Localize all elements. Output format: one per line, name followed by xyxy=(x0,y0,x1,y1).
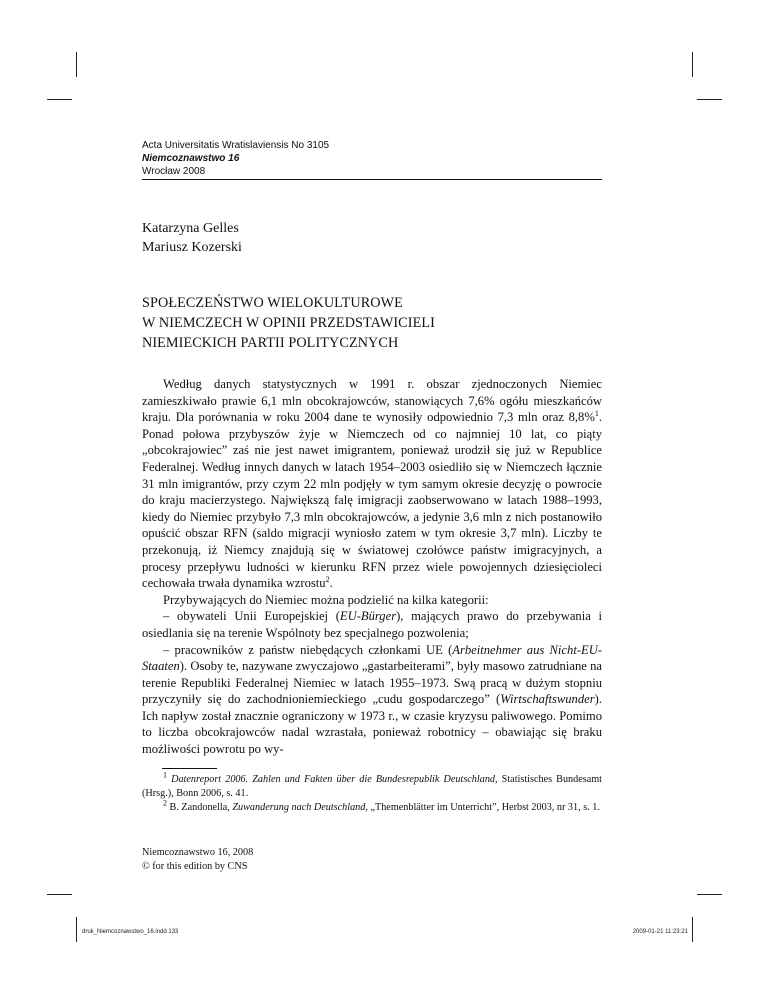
footnote-rule xyxy=(162,768,217,769)
author-name: Katarzyna Gelles xyxy=(142,221,239,236)
text: B. Zandonella, xyxy=(169,802,233,813)
footnotes xyxy=(142,770,603,815)
crop-mark xyxy=(47,894,72,895)
footnote-number: 2 xyxy=(163,798,167,808)
footnote xyxy=(142,770,603,801)
copyright-line: Niemcoznawstwo 16, 2008 xyxy=(142,847,254,858)
article-body xyxy=(142,376,602,758)
copyright-line: © for this edition by CNS xyxy=(142,861,248,872)
article-title xyxy=(142,293,435,353)
crop-mark xyxy=(697,99,722,100)
text: , „Themenblätter im Unterricht”, Herbst 2003, nr 31, s. 1. xyxy=(365,802,600,813)
author-name: Mariusz Kozerski xyxy=(142,240,242,255)
journal-header xyxy=(142,139,602,178)
paragraph xyxy=(142,376,602,592)
italic-term: EU-Bürger xyxy=(339,609,397,624)
text: . Ponad połowa przybyszów żyje w Niemczech od co najmniej 10 lat, co piąty „obcokrajowiec” zaś nie jest nawet imigrantem, ponieważ urodził się już w Republice Federalnej. Według innych danych w latach 1954–2003 osiedliło się w Niemczech łącznie 31 mln imigrantów, przy czym 22 mln podjęły w tym samym okresie decyzję o powrocie do kraju macierzystego. Największą falę imigracji zaobserwowano w latach 1988–1993, kiedy do Niemiec przybyło 7,3 mln obcokrajowców, a jedynie 3,6 mln z nich postanowiło opuścić obszar RFN (saldo migracji wyniosło zatem w tym okresie 3,7 mln). Liczby te przekonują, iż Niemcy znajdują się w światowej czołówce państw imigracyjnych, a procesy przepływu ludności w kierunku RFN przez wiele powojennych dziesięcioleci cechowała trwała dynamika wzrostu xyxy=(142,410,602,591)
text: – obywateli Unii Europejskiej ( xyxy=(163,609,340,624)
slug-file: druk_Niemcoznawstwo_16.indd 133 xyxy=(82,929,179,935)
crop-mark xyxy=(697,894,722,895)
italic-term: Wirtschaftswunder xyxy=(500,692,595,707)
title-line: NIEMIECKICH PARTII POLITYCZNYCH xyxy=(142,335,399,351)
text: ). Osoby te, nazywane zwyczajowo „gastarbeiterami”, były masowo zatrudniane na terenie Republiki Federalnej Niemiec w latach 1955–1973. Swą pracą w dużym stopniu przyczyniły się do zachodnioniemieckiego „cudu gospodarczego” ( xyxy=(142,659,602,707)
italic-term: Datenreport 2006. Zahlen und Fakten über die Bundesrepublik Deutschland xyxy=(171,774,496,785)
italic-term: Zuwanderung nach Deutschland xyxy=(232,802,366,813)
title-line: W NIEMCZECH W OPINII PRZEDSTAWICIELI xyxy=(142,315,435,331)
crop-mark xyxy=(692,52,693,77)
authors xyxy=(142,219,242,257)
text: ). Ich napływ został znacznie ograniczony w 1973 r., w czasie kryzysu paliwowego. Pomimo to liczba obcokrajowców nadal wzrastała, ponieważ robotnicy – obawiając się braku możliwości powrotu po wy- xyxy=(142,692,602,757)
slug-datetime: 2009-01-21 11:23:21 xyxy=(632,929,688,935)
text: ), mających prawo do przebywania i osiedlania się na terenie Wspólnoty bez specjalnego pozwolenia; xyxy=(142,609,602,640)
crop-mark xyxy=(76,917,77,942)
crop-mark xyxy=(47,99,72,100)
paragraph xyxy=(142,642,602,758)
footnote-ref[interactable]: 2 xyxy=(325,574,330,584)
footnote-ref[interactable]: 1 xyxy=(594,409,599,418)
journal-name: Acta Universitatis Wratislaviensis No 3105 xyxy=(142,140,330,151)
footnote xyxy=(142,798,602,815)
crop-mark xyxy=(692,917,693,942)
italic-term: Arbeitnehmer aus Nicht-EU-Staaten xyxy=(142,642,602,674)
paragraph: Przybywających do Niemiec można podzielić na kilka kategorii: xyxy=(163,592,489,607)
text: . xyxy=(329,576,333,591)
text: – pracowników z państw niebędących członkami UE ( xyxy=(163,642,453,657)
text: , Statistisches Bundesamt (Hrsg.), Bonn 2006, s. 41. xyxy=(142,774,603,799)
title-line: SPOŁECZEŃSTWO WIELOKULTUROWE xyxy=(142,295,403,311)
header-rule xyxy=(142,179,602,180)
paragraph xyxy=(142,608,602,641)
footnote-number: 1 xyxy=(163,770,167,780)
series-name: Niemcoznawstwo 16 xyxy=(142,153,240,164)
text: Według danych statystycznych w 1991 r. obszar zjednoczonych Niemiec zamieszkiwało prawie 6,1 mln obcokrajowców, stanowiących 7,6% ogółu mieszkańców kraju. Dla porównania w roku 2004 dane te wynosiły odpowiednio 7,3 mln oraz 8,8% xyxy=(142,377,602,425)
copyright-notice xyxy=(142,846,253,874)
place-year: Wrocław 2008 xyxy=(142,166,206,177)
crop-mark xyxy=(76,52,77,77)
